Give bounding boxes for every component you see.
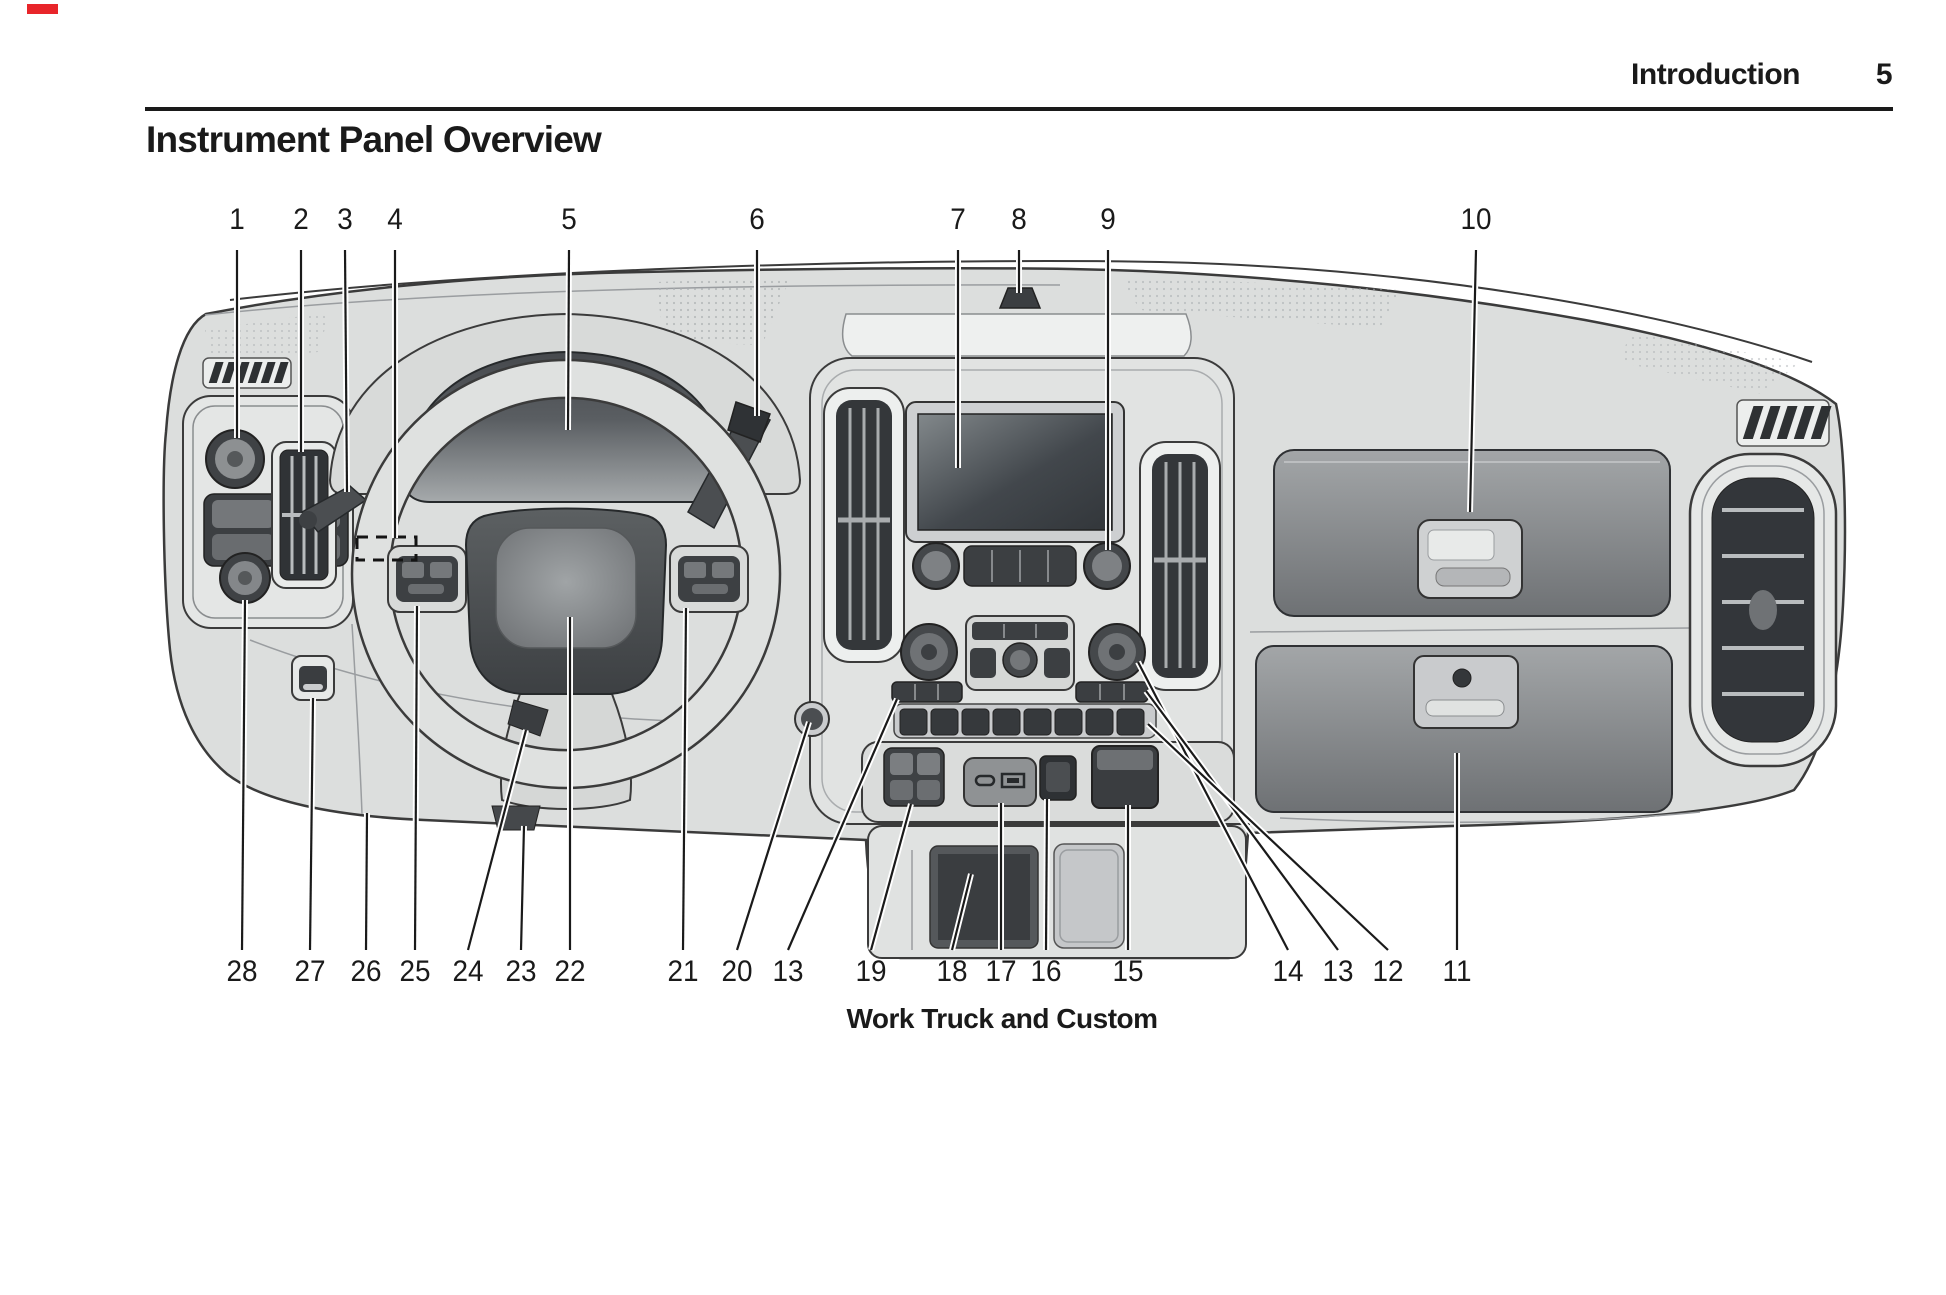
callout-number: 3 [337, 203, 353, 236]
callout-number: 20 [721, 955, 753, 988]
callout-number: 4 [387, 203, 403, 236]
right-spoke-buttons [670, 546, 748, 612]
callout-number: 9 [1100, 203, 1116, 236]
center-left-vent [824, 388, 904, 662]
lower-glovebox [1256, 646, 1672, 812]
header-page-number: 5 [1875, 58, 1892, 91]
exterior-lamp-knob [206, 430, 264, 488]
callout-number: 15 [1112, 955, 1144, 988]
callout-number: 22 [554, 955, 586, 988]
callout-number: 6 [749, 203, 765, 236]
left-spoke-buttons [388, 546, 466, 612]
dash-top-recess [843, 314, 1191, 356]
switch-row [894, 704, 1156, 738]
callout-number: 16 [1030, 955, 1062, 988]
passenger-side [1250, 400, 1836, 812]
callout-number: 11 [1442, 955, 1472, 988]
center-right-vent [1140, 442, 1220, 690]
callout-number: 24 [452, 955, 484, 988]
callout-number: 28 [226, 955, 258, 988]
callout-number: 10 [1460, 203, 1492, 236]
power-outlet-button [1040, 756, 1076, 800]
climate-controls [901, 616, 1145, 690]
lower-left-button [292, 656, 334, 700]
callout-number: 12 [1372, 955, 1404, 988]
glovebox-keyhole [1453, 669, 1471, 687]
figure-caption: Work Truck and Custom [846, 1003, 1158, 1034]
callout-number: 5 [561, 203, 577, 236]
callout-number: 23 [505, 955, 537, 988]
right-defroster-grille [1737, 400, 1832, 446]
left-defroster-grille [203, 358, 291, 388]
callout-number: 26 [350, 955, 382, 988]
dimmer-knob [220, 553, 270, 603]
callout-number: 8 [1011, 203, 1027, 236]
callout-number: 18 [936, 955, 968, 988]
callout-number: 25 [399, 955, 431, 988]
ignition-button [795, 702, 829, 736]
center-console [860, 824, 1250, 958]
right-switch-block [1092, 746, 1158, 808]
callout-number: 17 [985, 955, 1017, 988]
radio-controls [913, 543, 1130, 589]
page-title: Instrument Panel Overview [146, 119, 602, 160]
console-cupholders [1054, 844, 1124, 948]
callout-number: 14 [1272, 955, 1304, 988]
callout-number: 21 [667, 955, 699, 988]
airbag-hub [466, 509, 666, 695]
callout-number: 13 [772, 955, 804, 988]
usb-ports [964, 758, 1036, 806]
callout-number: 1 [229, 203, 245, 236]
header-section-label: Introduction [1631, 58, 1800, 91]
callout-number: 7 [950, 203, 966, 236]
infotainment-touchscreen [906, 402, 1124, 542]
callout-number: 27 [294, 955, 326, 988]
trailer-switch-block [884, 748, 944, 806]
callout-number: 2 [293, 203, 309, 236]
console-storage-bin [930, 846, 1038, 948]
callout-number: 13 [1322, 955, 1354, 988]
callout-number: 19 [855, 955, 887, 988]
right-air-vent [1690, 454, 1836, 766]
